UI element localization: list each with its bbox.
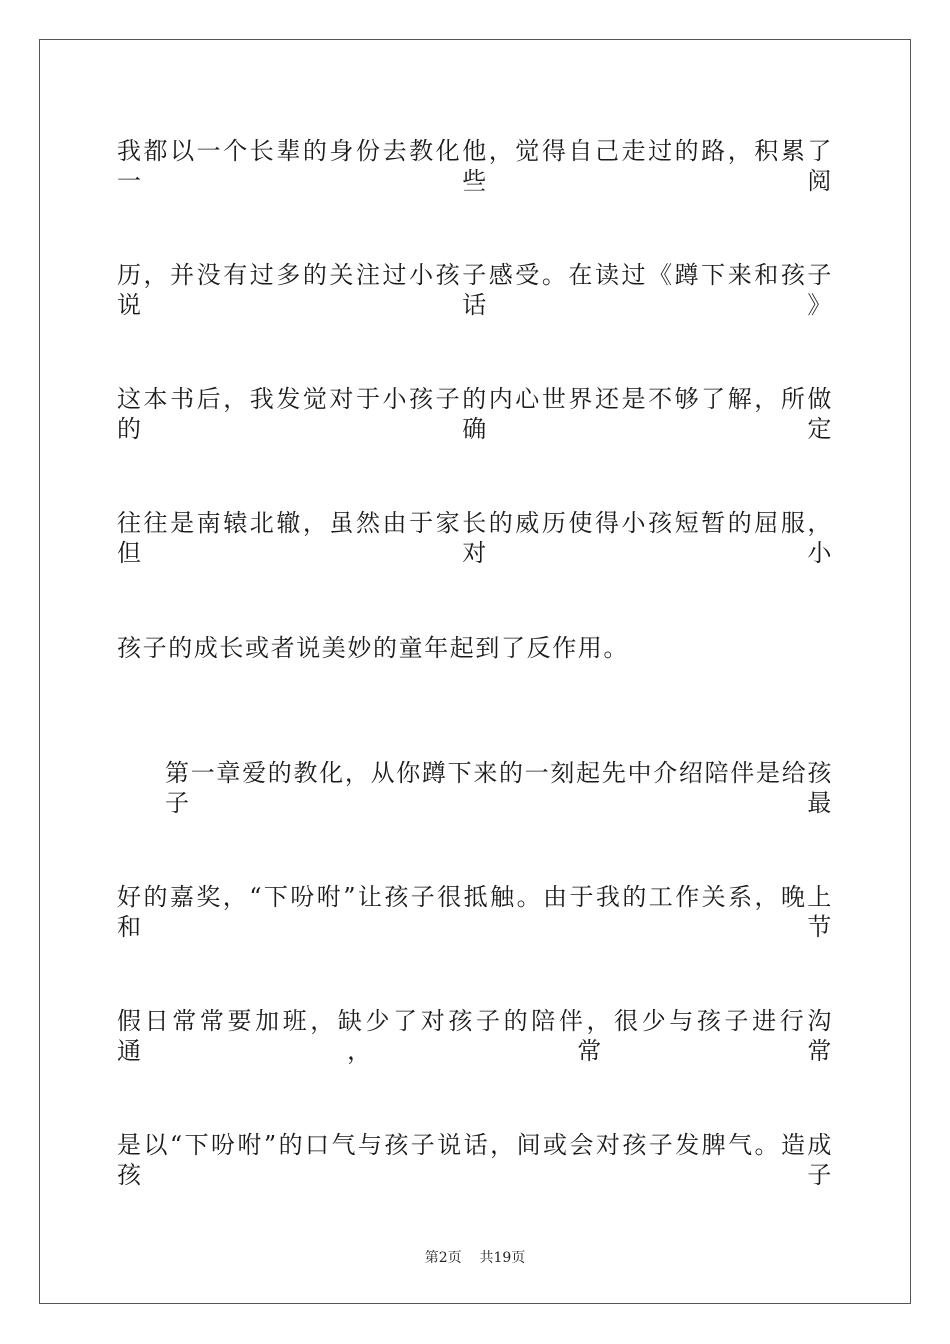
page-frame [39, 39, 911, 1304]
text-line: 假日常常要加班，缺少了对孩子的陪伴，很少与孩子进行沟通，常常 [117, 1007, 833, 1065]
page-footer [0, 1249, 950, 1267]
text-line: 历，并没有过多的关注过小孩子感受。在读过《蹲下来和孩子说话》 [117, 261, 833, 319]
paragraph-first-line: 第一章爱的教化，从你蹲下来的一刻起先中介绍陪伴是给孩子最 [165, 759, 833, 817]
page-number: 第2页 [424, 1250, 462, 1266]
text-line: 孩子的成长或者说美妙的童年起到了反作用。 [117, 634, 629, 662]
text-line: 这本书后，我发觉对于小孩子的内心世界还是不够了解，所做的确定 [117, 385, 833, 443]
text-line: 是以“下吩咐”的口气与孩子说话，间或会对孩子发脾气。造成孩子 [117, 1131, 833, 1189]
text-line: 好的嘉奖，“下吩咐”让孩子很抵触。由于我的工作关系，晚上和节 [117, 883, 833, 941]
text-line: 我都以一个长辈的身份去教化他，觉得自己走过的路，积累了一些阅 [117, 137, 833, 195]
text-line: 往往是南辕北辙，虽然由于家长的威历使得小孩短暂的屈服，但对小 [117, 509, 833, 567]
page-total: 共19页 [479, 1250, 526, 1266]
